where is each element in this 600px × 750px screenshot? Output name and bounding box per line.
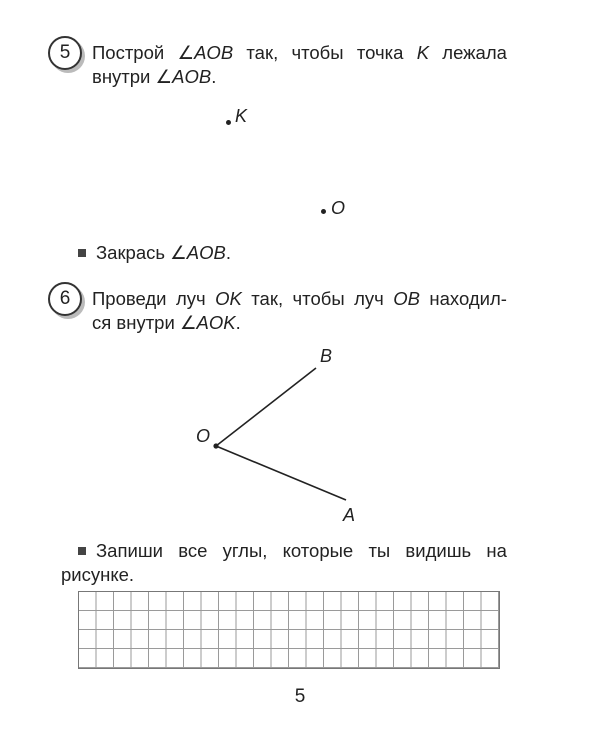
task-6-ray-ok-ref: OK (215, 288, 242, 309)
task-5-period: . (225, 242, 231, 263)
task-6-word: ты (368, 540, 391, 561)
task-6-word: луч (175, 288, 206, 309)
task-5-word: Построй (92, 42, 165, 63)
label-a: A (343, 505, 356, 525)
task-6-word: Запиши (78, 540, 163, 562)
ray-oa (216, 446, 346, 500)
task-6-word: видишь (405, 540, 472, 561)
label-o: O (196, 426, 211, 446)
task-6-bullet-instruction-line-2: рисунке. (61, 564, 135, 585)
task-6-ray-ob-ref: OB (393, 288, 420, 309)
task-6-word: луч (354, 288, 384, 309)
vertex-o-dot (213, 443, 218, 448)
task-6-word: находил- (429, 288, 507, 309)
task-6-word: ся внутри (92, 312, 175, 333)
point-o-label: O (331, 198, 346, 218)
task-6-number-badge: 6 (48, 282, 82, 316)
task-5-angle-aob: ∠AOB (177, 42, 234, 63)
task-6-word: Проведи (92, 288, 167, 309)
point-k-label: K (235, 106, 248, 126)
task-5-angle-aob: ∠AOB (170, 242, 226, 263)
task-5-word: чтобы (291, 42, 344, 63)
task-6-period: . (235, 312, 241, 333)
task-5-word: точка (356, 42, 404, 63)
task-6-word: все (178, 540, 208, 561)
task-6-bullet-instruction-line-1 (78, 540, 507, 562)
task-6-word: которые (282, 540, 354, 561)
task-6-word: углы, (222, 540, 268, 561)
task-5-point-k-ref: K (416, 42, 430, 63)
task-6-word: так, (251, 288, 284, 309)
label-b: B (320, 346, 333, 366)
task-6-word: чтобы (292, 288, 345, 309)
page-number: 5 (294, 686, 306, 707)
bullet-icon (78, 547, 86, 555)
task-5-word: внутри (92, 66, 151, 87)
task-5-word: лежала (442, 42, 507, 63)
task-5-word: так, (246, 42, 279, 63)
task-5-period: . (211, 66, 217, 87)
task-5-angle-aob: ∠AOB (155, 66, 212, 87)
task-5-word: Закрась (96, 242, 166, 263)
task-6-angle-aok: ∠AOK (179, 312, 236, 333)
ray-ob (216, 368, 316, 446)
answer-grid[interactable] (78, 591, 500, 669)
task-5-number-badge: 5 (48, 36, 82, 70)
task-6-word: на (486, 540, 507, 561)
